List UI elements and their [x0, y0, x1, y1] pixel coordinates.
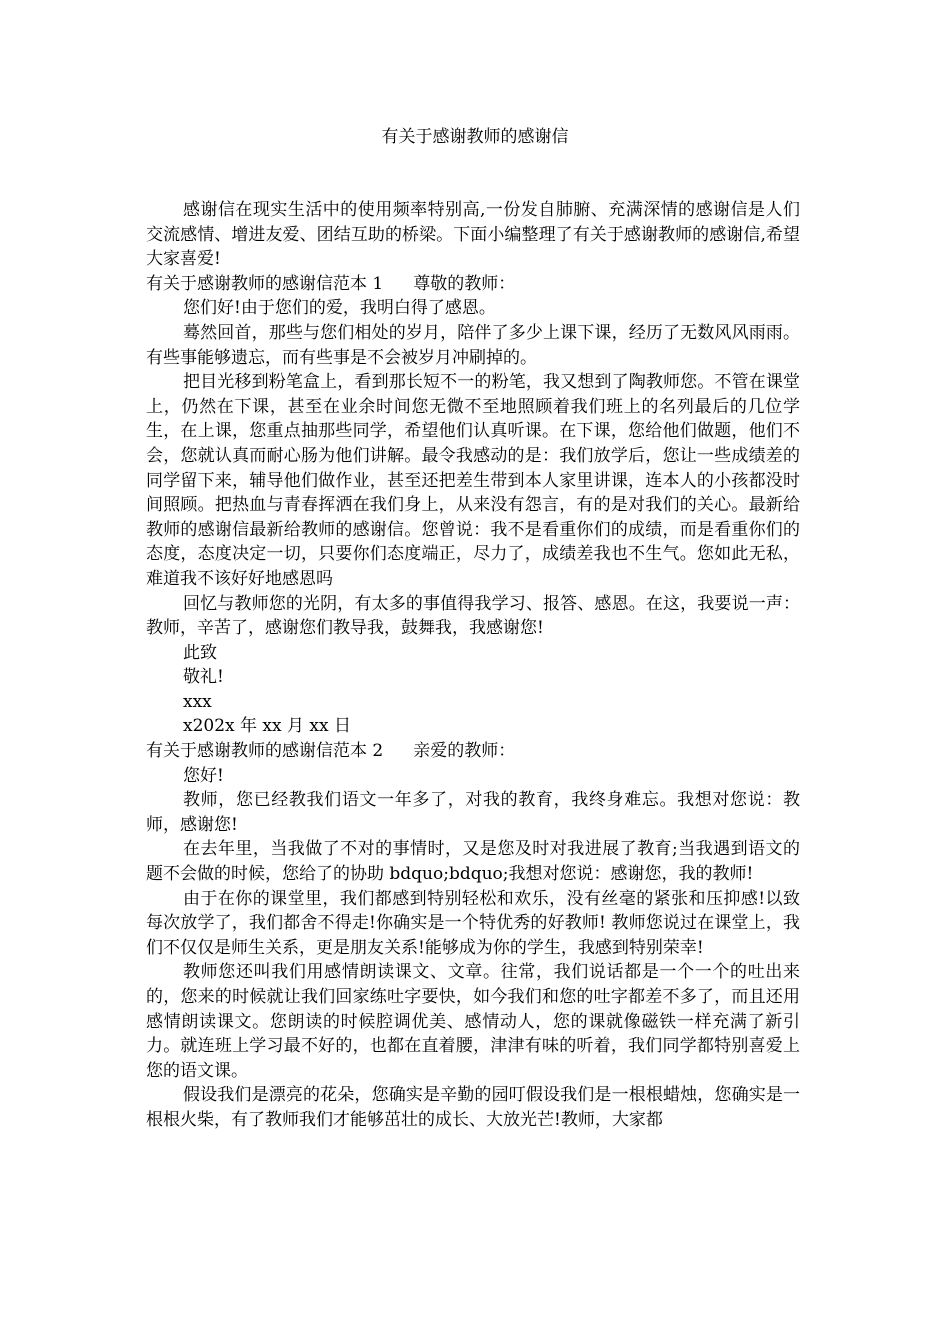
letter1-paragraph: 您们好!由于您们的爱，我明白得了感恩。 [183, 298, 496, 319]
letter2-salutation: 亲爱的教师： [413, 741, 516, 762]
letter2-heading-line [146, 739, 800, 764]
letter1-regards: 敬礼! [183, 667, 224, 688]
letter1-heading: 有关于感谢教师的感谢信范本 1 [146, 273, 384, 294]
letter1-paragraph: 蓦然回首，那些与您们相处的岁月，陪伴了多少上课下课，经历了无数风风雨雨。有些事能够遗忘，而有些事是不会被岁月冲刷掉的。 [146, 322, 800, 368]
letter1-closing: 此致 [183, 642, 217, 663]
letter1-date: x202x 年 xx 月 xx 日 [183, 716, 351, 737]
letter2-paragraph: 由于在你的课堂里，我们都感到特别轻松和欢乐，没有丝毫的紧张和压抑感!以致每次放学了，我们都舍不得走!你确实是一个特优秀的好教师! 教师您说过在课堂上，我们不仅仅是师生关系，更是朋友关系!能够成为你的学生，我感到特别荣幸! [146, 888, 800, 958]
document-title: 有关于感谢教师的感谢信 [381, 127, 569, 147]
intro-paragraph: 感谢信在现实生活中的使用频率特别高,一份发自肺腑、充满深情的感谢信是人们交流感情、增进友爱、团结互助的桥梁。下面小编整理了有关于感谢教师的感谢信,希望大家喜爱! [146, 200, 800, 270]
letter2-paragraph: 教师，您已经教我们语文一年多了，对我的教育，我终身难忘。我想对您说：教师，感谢您! [146, 790, 800, 835]
letter1-paragraph: 把目光移到粉笔盒上，看到那长短不一的粉笔，我又想到了陶教师您。不管在课堂上，仍然在下课，甚至在业余时间您无微不至地照顾着我们班上的名列最后的几位学生，在上课，您重点抽那些同学，希望他们认真听课。在下课，您给他们做题，他们不会，您就认真而耐心肠为他们讲解。最令我感动的是：我们放学后，您让一些成绩差的同学留下来，辅导他们做作业，甚至还把差生带到本人家里讲课，连本人的小孩都没时间照顾。把热血与青春挥洒在我们身上，从来没有怨言，有的是对我们的关心。最新给教师的感谢信最新给教师的感谢信。您曾说：我不是看重你们的成绩，而是看重你们的态度，态度决定一切，只要你们态度端正，尽力了，成绩差我也不生气。您如此无私，难道我不该好好地感恩吗 [146, 372, 800, 589]
letter1-salutation: 尊敬的教师： [413, 273, 516, 294]
letter1-signature: xxx [183, 691, 212, 712]
letter2-paragraph: 在去年里，当我做了不对的事情时，又是您及时对我进展了教育;当我遇到语文的题不会做的时候，您给了的协助 bdquo;bdquo;我想对您说：感谢您，我的教师! [146, 839, 800, 885]
letter2-paragraph: 教师您还叫我们用感情朗读课文、文章。往常，我们说话都是一个一个的吐出来的，您来的时候就让我们回家练吐字要快，如今我们和您的吐字都差不多了，而且还用感情朗读课文。您朗读的时候腔调优美、感情动人，您的课就像磁铁一样充满了新引力。就连班上学习最不好的，也都在直着腰，津津有味的听着，我们同学都特别喜爱上您的语文课。 [146, 962, 800, 1081]
letter1-heading-line [146, 272, 800, 297]
letter2-paragraph: 假设我们是漂亮的花朵，您确实是辛勤的园叮假设我们是一根根蜡烛，您确实是一根根火柴，有了教师我们才能够茁壮的成长、大放光芒!教师，大家都 [146, 1085, 800, 1130]
letter2-heading: 有关于感谢教师的感谢信范本 2 [146, 741, 384, 762]
document-body [146, 198, 800, 1133]
letter1-paragraph: 回忆与教师您的光阴，有太多的事值得我学习、报答、感恩。在这，我要说一声：教师，辛苦了，感谢您们教导我，鼓舞我，我感谢您! [146, 593, 800, 639]
letter2-paragraph: 您好! [183, 765, 224, 786]
